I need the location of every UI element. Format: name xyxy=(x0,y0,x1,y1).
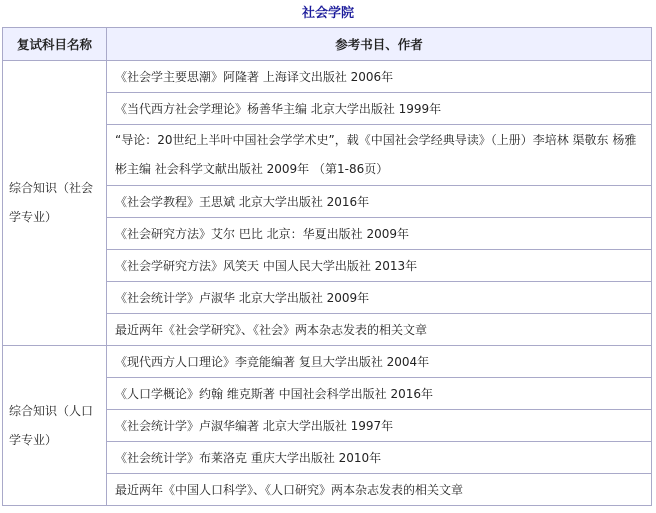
subject-sociology: 综合知识（社会学专业） xyxy=(3,61,107,346)
reference-item: 《人口学概论》约翰 维克斯著 中国社会科学出版社 2016年 xyxy=(107,378,652,410)
header-refs: 参考书目、作者 xyxy=(107,28,652,61)
reference-item: 《现代西方人口理论》李竞能编著 复旦大学出版社 2004年 xyxy=(107,346,652,378)
reference-item: 最近两年《社会学研究》、《社会》两本杂志发表的相关文章 xyxy=(107,314,652,346)
reference-item: 《社会统计学》布莱洛克 重庆大学出版社 2010年 xyxy=(107,442,652,474)
table-row xyxy=(3,61,652,93)
reference-item: 《社会统计学》卢淑华 北京大学出版社 2009年 xyxy=(107,282,652,314)
reference-item: “导论：20世纪上半叶中国社会学学术史”，载《中国社会学经典导读》（上册）李培林 渠敬东 杨雅彬主编 社会科学文献出版社 2009年 （第1-86页） xyxy=(107,125,652,186)
table-row xyxy=(3,346,652,378)
subject-demography: 综合知识（人口学专业） xyxy=(3,346,107,506)
reference-item: 《当代西方社会学理论》杨善华主编 北京大学出版社 1999年 xyxy=(107,93,652,125)
reference-table xyxy=(2,27,652,506)
reference-item: 最近两年《中国人口科学》、《人口研究》两本杂志发表的相关文章 xyxy=(107,474,652,506)
page-title: 社会学院 xyxy=(301,6,354,21)
reference-item: 《社会学主要思潮》阿隆著 上海译文出版社 2006年 xyxy=(107,61,652,93)
header-subject: 复试科目名称 xyxy=(3,28,107,61)
reference-item: 《社会学教程》王思斌 北京大学出版社 2016年 xyxy=(107,186,652,218)
reference-item: 《社会统计学》卢淑华编著 北京大学出版社 1997年 xyxy=(107,410,652,442)
table-header-row xyxy=(3,28,652,61)
reference-item: 《社会研究方法》艾尔 巴比 北京：华夏出版社 2009年 xyxy=(107,218,652,250)
reference-item: 《社会学研究方法》风笑天 中国人民大学出版社 2013年 xyxy=(107,250,652,282)
